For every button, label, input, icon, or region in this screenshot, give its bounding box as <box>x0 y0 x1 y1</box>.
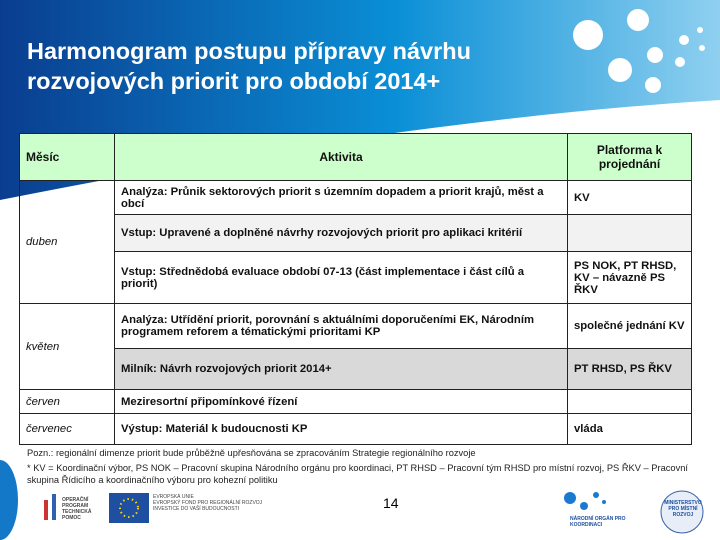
month-cell: duben <box>20 181 115 304</box>
header-activity: Aktivita <box>115 134 568 181</box>
activity-cell: Meziresortní připomínkové řízení <box>115 390 568 414</box>
activity-cell: Vstup: Střednědobá evaluace období 07-13 (část implementace i část cílů a priorit) <box>115 252 568 304</box>
nok-logo: NÁRODNÍ ORGÁN PRO KOORDINACI <box>570 516 626 528</box>
corner-circle <box>0 460 18 540</box>
table-row <box>20 349 692 390</box>
activity-cell: Výstup: Materiál k budoucnosti KP <box>115 414 568 445</box>
table-row <box>20 390 692 414</box>
table-header <box>20 134 692 181</box>
eu-flag <box>109 493 149 523</box>
month-cell: červenec <box>20 414 115 445</box>
activity-cell: Analýza: Průnik sektorových priorit s územním dopadem a priorit krajů, měst a obcí <box>115 181 568 215</box>
month-cell: květen <box>20 304 115 390</box>
platform-cell <box>568 390 692 414</box>
platform-cell <box>568 215 692 252</box>
activity-cell: Analýza: Utřídění priorit, porovnání s aktuálními doporučeními EK, Národním programem reforem a tématickými prioritami KP <box>115 304 568 349</box>
page-number: 14 <box>383 495 399 511</box>
activity-cell: Milník: Návrh rozvojových priorit 2014+ <box>115 349 568 390</box>
activity-cell: Vstup: Upravené a doplněné návrhy rozvojových priorit pro aplikaci kritérií <box>115 215 568 252</box>
table-row <box>20 414 692 445</box>
platform-cell: PS NOK, PT RHSD, KV – návazně PS ŘKV <box>568 252 692 304</box>
eu-logo-text: EVROPSKÁ UNIE EVROPSKÝ FOND PRO REGIONÁLNÍ ROZVOJ INVESTICE DO VAŠÍ BUDOUCNOSTI <box>153 494 263 512</box>
platform-cell: společné jednání KV <box>568 304 692 349</box>
header-platform: Platforma k projednání <box>568 134 692 181</box>
table-row <box>20 304 692 349</box>
note-abbreviations: * KV = Koordinační výbor, PS NOK – Pracovní skupina Národního orgánu pro koordinaci, PT RHSD – Pracovní tým RHSD pro místní rozvoj, PS ŘKV – Pracovní skupina Řídicího a koordinačního výboru pro kohezní politiku <box>27 463 688 485</box>
table-row <box>20 215 692 252</box>
note-regional: Pozn.: regionální dimenze priorit bude průběžně upřesňována se zpracováním Strategie regionálního rozvoje <box>27 448 476 458</box>
platform-cell: PT RHSD, PS ŘKV <box>568 349 692 390</box>
optp-logo: OPERAČNÍ PROGRAM TECHNICKÁ POMOC <box>62 497 92 521</box>
mmr-logo: MINISTERSTVO PRO MÍSTNÍ ROZVOJ <box>664 500 702 518</box>
table-row <box>20 181 692 215</box>
month-cell: červen <box>20 390 115 414</box>
platform-cell: vláda <box>568 414 692 445</box>
page-title: Harmonogram postupu přípravy návrhu rozvojových priorit pro období 2014+ <box>27 38 471 94</box>
header-month: Měsíc <box>20 134 115 181</box>
platform-cell: KV <box>568 181 692 215</box>
schedule-table <box>19 133 692 445</box>
table-row <box>20 252 692 304</box>
